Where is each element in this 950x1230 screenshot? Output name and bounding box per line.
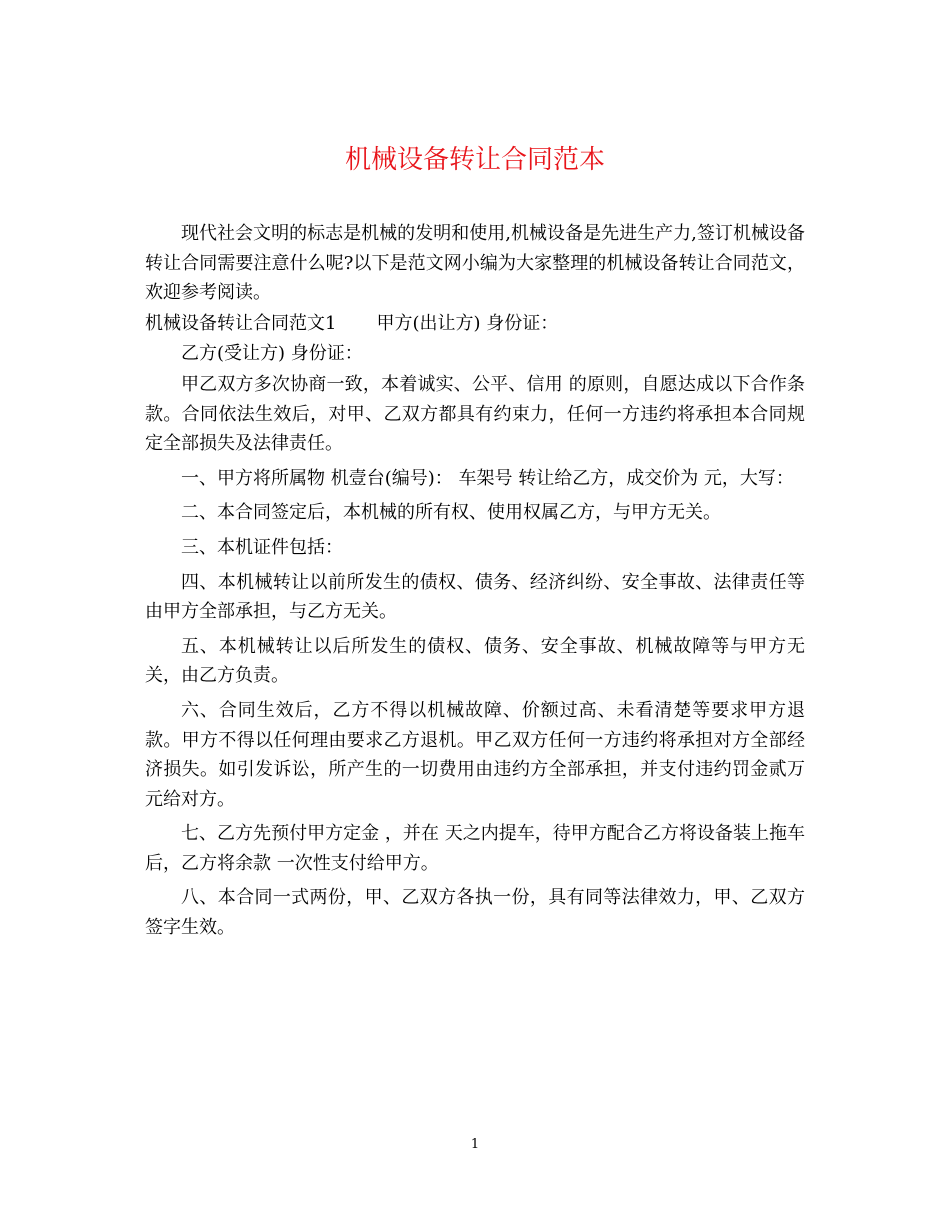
document-body xyxy=(145,219,805,948)
party-b-line: 乙方(受让方) 身份证： xyxy=(181,343,363,365)
clause-8: 八、本合同一式两份，甲、乙双方各执一份，具有同等法律效力，甲、乙双方签字生效。 xyxy=(145,887,805,939)
clause-3: 三、本机证件包括： xyxy=(181,536,343,558)
clause-6: 六、合同生效后，乙方不得以机械故障、价额过高、未看清楚等要求甲方退款。甲方不得以任何理由要求乙方退机。甲乙双方任何一方违约将承担对方全部经济损失。如引发诉讼，所产生的一切费用由违约方全部承担，并支付违约罚金贰万元给对方。 xyxy=(145,699,805,810)
party-a-line: 甲方(出让方) 身份证： xyxy=(376,312,559,334)
clause-1: 一、甲方将所属物 机壹台(编号)： 车架号 转让给乙方，成交价为 元，大写： xyxy=(181,467,794,489)
document-title: 机械设备转让合同范本 xyxy=(344,145,605,175)
clause-7: 七、乙方先预付甲方定金 ，并在 天之内提车，待甲方配合乙方将设备装上拖车后，乙方将余款 一次性支付给甲方。 xyxy=(145,823,805,874)
section-heading-line xyxy=(145,309,805,339)
clause-2: 二、本合同签定后，本机械的所有权、使用权属乙方，与甲方无关。 xyxy=(181,502,721,524)
intro-paragraph: 现代社会文明的标志是机械的发明和使用,机械设备是先进生产力,签订机械设备转让合同需要注意什么呢?以下是范文网小编为大家整理的机械设备转让合同范文，欢迎参考阅读。 xyxy=(145,223,805,304)
preamble-paragraph: 甲乙双方多次协商一致，本着诚实、公平、信用 的原则，自愿达成以下合作条款。合同依法生效后，对甲、乙双方都具有约束力，任何一方违约将承担本合同规定全部损失及法律责任。 xyxy=(145,373,805,455)
clause-5: 五、本机械转让以后所发生的债权、债务、安全事故、机械故障等与甲方无关，由乙方负责。 xyxy=(145,635,805,687)
clause-4: 四、本机械转让以前所发生的债权、债务、经济纠纷、安全事故、法律责任等由甲方全部承担，与乙方无关。 xyxy=(145,571,805,623)
page-number: 1 xyxy=(470,1137,480,1152)
section-heading: 机械设备转让合同范文1 xyxy=(145,312,337,334)
